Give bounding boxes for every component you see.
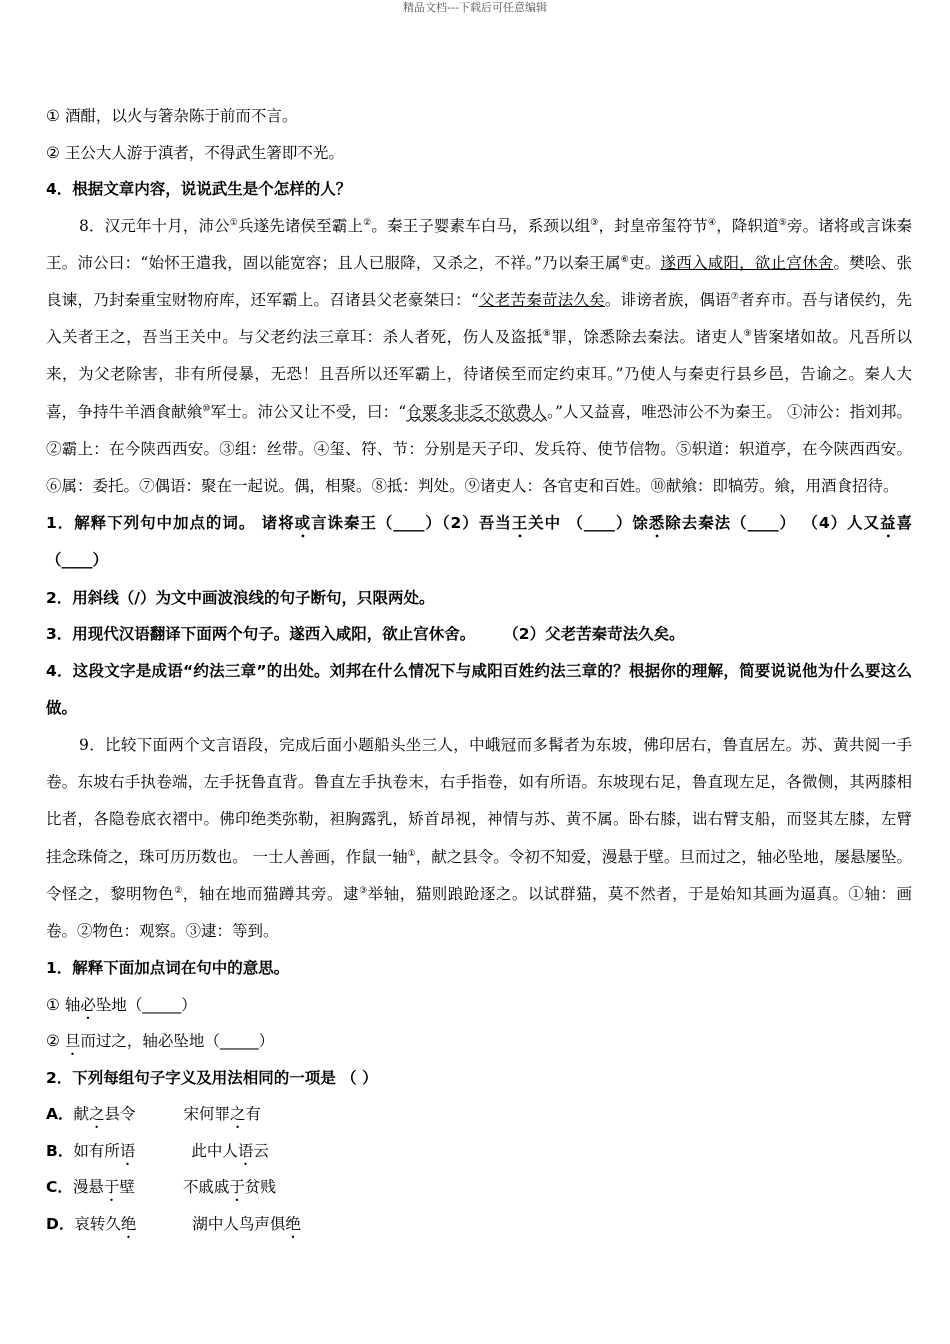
q9-passage: 9．比较下面两个文言语段，完成后面小题船头坐三人，中峨冠而多髯者为东坡，佛印居右，鲁直居左。苏、黄共阅一手卷。东坡右手执卷端，左手抚鲁直背。鲁直左手执卷末，右手指卷，如有所语。东坡现右足，鲁直现左足，各微侧，其两膝相比者，各隐卷底衣褶中。佛印绝类弥勒，袒胸露乳，矫首昂视，神情与苏、黄不属。卧右膝，诎右臂支船，而竖其左膝，左臂挂念珠倚之，珠可历历数也。 一士人善画，作鼠一轴①，献之县令。令初不知爱，漫悬于壁。旦而过之，轴必坠地，屡悬屡坠。令怪之，黎明物色②，轴在地而猫蹲其旁。逮③举轴，猫则踉跄逐之。以试群猫，莫不然者，于是始知其画为逼真。①轴：画卷。②物色：观察。③逮：等到。 — [46, 735, 912, 940]
option-c: C．漫悬于壁 不戚戚于贫贱 — [46, 1178, 276, 1197]
q8-question-3: 3．用现代汉语翻译下面两个句子。遂西入咸阳，欲止宫休舍。 （2）父老苦秦苛法久矣。 — [46, 625, 685, 644]
underlined-sentence-1: 遂西入咸阳，欲止宫休舍 — [660, 253, 834, 272]
option-d: D．哀转久绝 湖中人鸟声俱绝 — [46, 1214, 301, 1233]
q8-question-4: 4．这段文字是成语“约法三章”的出处。刘邦在什么情况下与咸阳百姓约法三章的？根据你的理解，简要说说他为什么要这么做。 — [46, 661, 912, 717]
page-header: 精品文档---下载后可任意编辑 — [403, 1, 547, 14]
q9-item-1: ① 轴必坠地（_____） — [46, 995, 197, 1014]
option-a: A．献之县令 宋何罪之有 — [46, 1105, 262, 1124]
q8-question-1: 1．解释下列句中加点的词。 诸将或言诛秦王（____）（2）吾当王关中 （____）馀悉除去秦法（____） （4）人又益喜（____） — [46, 514, 912, 570]
wavy-underlined-sentence: 仓粟多非乏不欲费人 — [406, 402, 548, 421]
option-b: B．如有所语 此中人语云 — [46, 1141, 269, 1160]
q9-item-2: ② 旦而过之，轴必坠地（_____） — [46, 1032, 275, 1051]
underlined-sentence-2: 父老苦秦苛法久矣 — [478, 290, 605, 309]
document-body — [46, 98, 912, 1242]
question-4-heading: 4．根据文章内容，说说武生是个怎样的人？ — [46, 180, 352, 198]
q9-question-2: 2．下列每组句子字义及用法相同的一项是 （ ） — [46, 1068, 378, 1087]
quote-line-1: ① 酒酣，以火与箸杂陈于前而不言。 — [46, 107, 298, 125]
q9-question-1: 1．解释下面加点词在句中的意思。 — [46, 959, 290, 978]
quote-line-2: ② 王公大人游于滇者，不得武生箸即不光。 — [46, 143, 344, 162]
q8-question-2: 2．用斜线（/）为文中画波浪线的句子断句，只限两处。 — [46, 588, 435, 607]
q8-passage: 8．汉元年十月，沛公①兵遂先诸侯至霸上②。秦王子婴素车白马，系颈以组③，封皇帝玺符节④，降轵道⑤旁。诸将或言诛秦王。沛公曰：“始怀王遣我，固以能宽容；且人已服降，又杀之，不祥。”乃以秦王属⑥吏。遂西入咸阳，欲止宫休舍。樊哙、张良谏，乃封秦重宝财物府库，还军霸上。召诸县父老豪桀曰：“父老苦秦苛法久矣。诽谤者族，偶语⑦者弃市。吾与诸侯约，先入关者王之，吾当王关中。与父老约法三章耳：杀人者死，伤人及盗抵⑧罪，馀悉除去秦法。诸吏人⑨皆案堵如故。凡吾所以来，为父老除害，非有所侵暴，无恐！且吾所以还军霸上，待诸侯至而定约束耳。”乃使人与秦吏行县乡邑，告谕之。秦人大喜，争持牛羊酒食献飨⑩军士。沛公又让不受，曰：“仓粟多非乏不欲费人。”人又益喜，唯恐沛公不为秦王。 ①沛公：指刘邦。②霸上：在今陕西西安。③组：丝带。④玺、符、节：分别是天子印、发兵符、使节信物。⑤轵道：轵道亭，在今陕西西安。⑥属：委托。⑦偶语：聚在一起说。偶，相聚。⑧抵：判处。⑨诸吏人：各官吏和百姓。⑩献飨：即犒劳。飨，用酒食招待。 — [46, 216, 912, 495]
